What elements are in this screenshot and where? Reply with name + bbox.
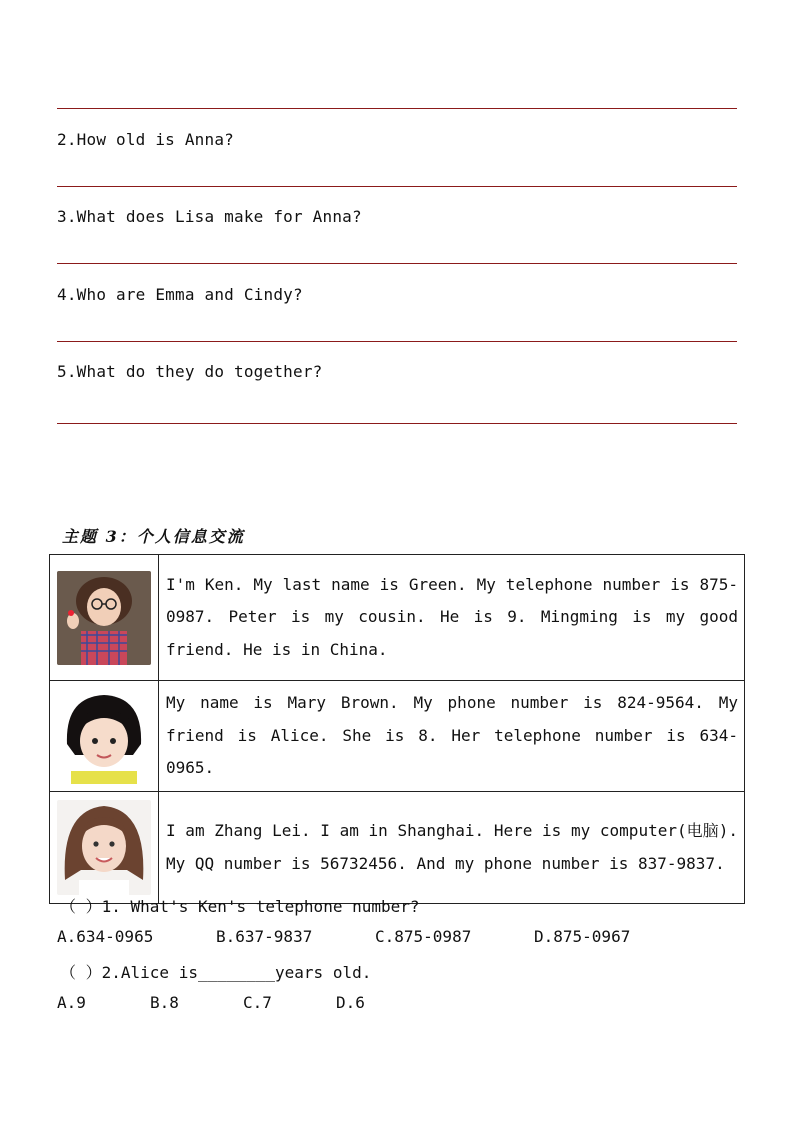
mc-2-option-b: B.8 [150, 993, 179, 1012]
answer-line [57, 423, 737, 424]
photo-cell [50, 792, 159, 904]
mc-1-option-c: C.875-0987 [375, 927, 472, 946]
mc-1-option-b: B.637-9837 [216, 927, 313, 946]
profile-table [49, 554, 745, 904]
answer-line [57, 186, 737, 187]
table-row [50, 681, 745, 792]
question-5: 5.What do they do together? [57, 362, 323, 381]
girl-with-bob-haircut-photo [57, 689, 151, 784]
mc-1-option-d: D.875-0967 [534, 927, 631, 946]
profile-text: I'm Ken. My last name is Green. My telephone number is 875-0987. Peter is my cousin. He is 9. Mingming is my good friend. He is in China. [159, 555, 745, 681]
question-2: 2.How old is Anna? [57, 130, 234, 149]
mc-1-option-a: A.634-0965 [57, 927, 154, 946]
mc-2-option-c: C.7 [243, 993, 272, 1012]
girl-with-glasses-photo [57, 571, 151, 665]
photo-cell [50, 681, 159, 792]
profile-text: My name is Mary Brown. My phone number is 824-9564. My friend is Alice. She is 8. Her telephone number is 634-0965. [159, 681, 745, 792]
answer-line [57, 341, 737, 342]
mc-question-1: （ ）1. What's Ken's telephone number? [60, 897, 420, 916]
mc-2-option-d: D.6 [336, 993, 365, 1012]
mc-question-2: （ ）2.Alice is________years old. [60, 963, 372, 982]
profile-text: I am Zhang Lei. I am in Shanghai. Here is my computer(电脑). My QQ number is 56732456. And my phone number is 837-9837. [159, 792, 745, 904]
table-row [50, 555, 745, 681]
question-3: 3.What does Lisa make for Anna? [57, 207, 362, 226]
mc-2-option-a: A.9 [57, 993, 86, 1012]
girl-smiling-photo [57, 800, 151, 895]
question-4: 4.Who are Emma and Cindy? [57, 285, 303, 304]
answer-line [57, 263, 737, 264]
section-heading: 主题 3：个人信息交流 [62, 527, 245, 546]
photo-cell [50, 555, 159, 681]
table-row [50, 792, 745, 904]
answer-line [57, 108, 737, 109]
